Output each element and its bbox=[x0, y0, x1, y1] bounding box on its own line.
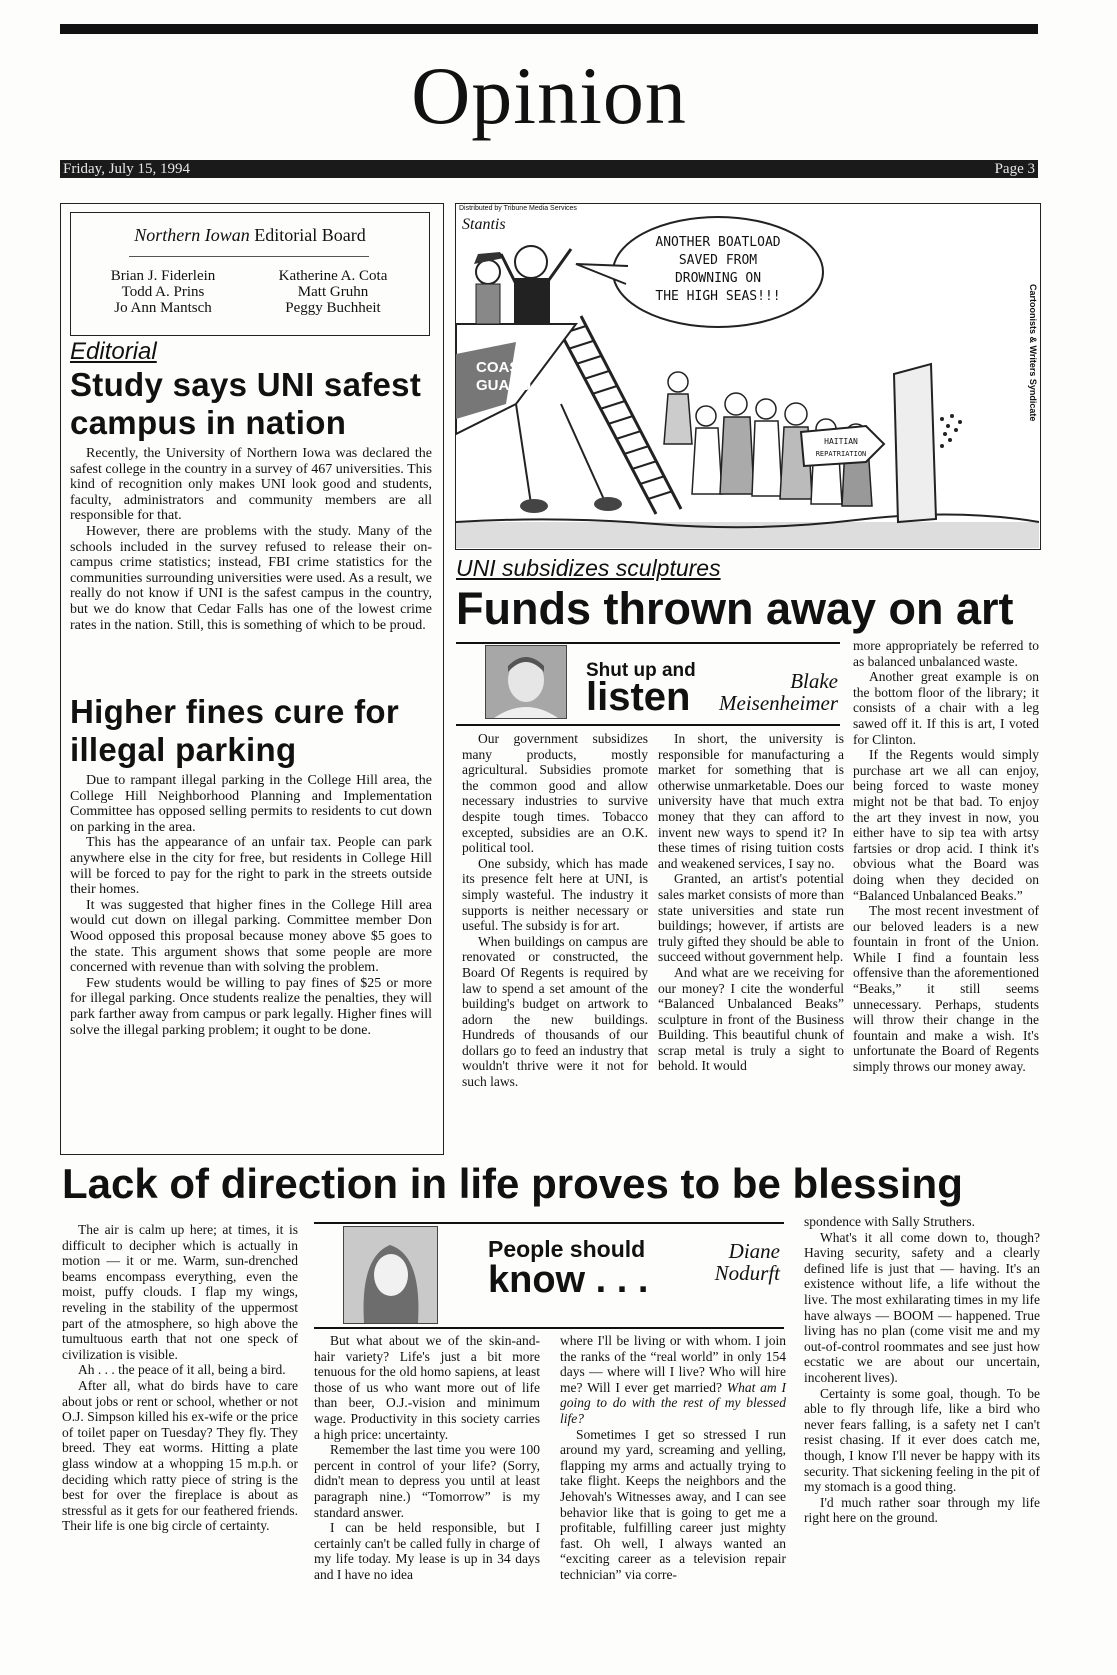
cartoon-drawing bbox=[456, 204, 1039, 548]
column2-body-rule bbox=[314, 1327, 784, 1329]
columnist-portrait bbox=[344, 1227, 437, 1323]
board-divider bbox=[129, 256, 369, 257]
column2-headline: Lack of direction in life proves to be blessing bbox=[62, 1160, 963, 1207]
editorial-board-box bbox=[70, 212, 430, 336]
page-number: Page 3 bbox=[994, 161, 1035, 177]
masthead-top-rule bbox=[60, 24, 1038, 34]
speech-line-1: ANOTHER BOATLOAD bbox=[655, 235, 781, 250]
columnist-photo-diane bbox=[343, 1226, 438, 1324]
column2-col3: where I'll be living or with whom. I join the ranks of the “real world” in only 154 days — where will I live? Who will hire me? Will I ever get married? What am I going to do with the rest of my blessed life? Sometimes I get so stressed I run around my yard, screaming and yelling, flapping my arms and actually trying to take flight. Keeps the neighbors and the Jehovah's Witnesses away, and I can see behavior like that is going to get me a profitable, fulfilling career just mighty fast. Oh well, I always wanted an “exciting career as a television repair technician” via corre- bbox=[560, 1333, 786, 1582]
column1-label-big: listen bbox=[586, 675, 691, 719]
editorial-headline-1: Study says UNI safest campus in nation bbox=[70, 366, 422, 441]
sign-line-2: REPATRIATION bbox=[815, 450, 867, 458]
speech-line-3: DROWNING ON bbox=[674, 271, 762, 286]
speech-line-2: SAVED FROM bbox=[678, 253, 758, 268]
column2-col1: The air is calm up here; at times, it is difficult to decipher which is actually in motion — it or me. Warm, sun-drenched beams encompass everything, even the moist, puffy clouds. I flap my wings, reveling in the stability of the uppermost part of the atmosphere, so high above the tumultuous earth that not one speck of civilization is visible. Ah . . . the peace of it all, being a bird. After all, what do birds have to care about jobs or rent or school, whether or not O.J. Simpson killed his ex-wife or the price of toilet paper on Tuesday? They fly. They breed. They eat worms. Hitting a plate glass window at a whopping 15 m.p.h. or deciding which ratty piece of string is the best for over the fireplace is about as stressful as it gets for our feathered friends. Their life is one big circle of certainty. bbox=[62, 1222, 298, 1534]
cartoon-signature: Stantis bbox=[462, 216, 506, 233]
board-title: Northern Iowan Editorial Board bbox=[134, 225, 366, 245]
sign-line-1: HAITIAN bbox=[824, 437, 858, 446]
editorial-story-2: Due to rampant illegal parking in the College Hill area, the College Hill Neighborhood Planning and Implementation Committee has opposed selling permits to residents to cut down on parking in the area. This has the appearance of an unfair tax. People can park anywhere else in the city for free, but residents in College Hill will be forced to pay for the right to park in the streets outside their homes. It was suggested that higher fines in the College Hill area would cut down on illegal parking. Committee member Don Wood opposed this proposal because money above $5 goes to the state. This argument shows that some people are more concerned with revenue than with solving the problem. Few students would be willing to pay fines of $25 or more for illegal parking. Once students realize the penalties, they will park farther away from campus or park legally. Higher fines will solve the illegal parking problem; it ought to be done. bbox=[70, 773, 432, 1038]
editorial-story-1: Recently, the University of Northern Iowa was declared the safest college in the country in a survey of 467 universities. This kind of recognition only makes UNI look good and students, faculty, administrators and community members are all responsible for that. However, there are problems with the study. Many of the schools included in the survey refused to release their on-campus crime statistics; instead, FBI crime statistics for the communities surrounding universities were used. As a result, we really do not know if UNI is the safest campus in the country, but we do know that Cedar Falls has one of the lowest crime rates in the nation. Still, this is something of which to be proud. bbox=[70, 446, 432, 633]
speech-line-4: THE HIGH SEAS!!! bbox=[655, 289, 781, 304]
column1-body-rule bbox=[456, 724, 840, 726]
editorial-kicker: Editorial bbox=[70, 338, 157, 365]
column1-byline: Blake Meisenheimer bbox=[719, 669, 838, 715]
column2-byline: Diane Nodurft bbox=[714, 1239, 780, 1285]
column2-label-big: know . . . bbox=[488, 1259, 649, 1301]
date-bar bbox=[60, 160, 1038, 178]
issue-date: Friday, July 15, 1994 bbox=[63, 161, 190, 177]
ship-label-line-1: COAST bbox=[476, 359, 529, 376]
board-members-right: Katherine A. Cota Matt Gruhn Peggy Buchheit bbox=[278, 268, 388, 316]
column2-col2: But what about we of the skin-and-hair variety? Life's just a bit more tenuous for the old homo sapiens, at least those of us who want more out of life than beer, O.J.-vision and minimum wage. Productivity in this society carries a high price: uncertainty. Remember the last time you were 100 percent in control of your life? (Sorry, didn't mean to depress you until at least paragraph nine.) “Tomorrow” is my standard answer. I can be held responsible, but I certainly can't be called fully in charge of my life today. My lease is up in 34 days and I have no idea bbox=[314, 1333, 540, 1582]
column1-col1: Our government subsidizes many products, mostly agricultural. Subsidies promote the common good and allow necessary industries to survive despite tough times. Tobacco excepted, subsidies are an O.K. political tool. One subsidy, which has made its presence felt here at UNI, is simply wasteful. The industry it supports is neither necessary or useful. The subsidy is for art. When buildings on campus are renovated or constructed, the Board Of Regents is required by law to spend a set amount of the building's budget on artwork to adorn the new buildings. Hundreds of thousands of our dollars go to feed an industry that wouldn't thrive were it not for such laws. bbox=[462, 731, 648, 1090]
cartoon-syndicate-credit: Cartoonists & Writers Syndicate bbox=[1028, 284, 1038, 422]
column1-headline: Funds thrown away on art bbox=[456, 583, 1014, 634]
columnist-portrait bbox=[486, 646, 566, 718]
editorial-cartoon bbox=[455, 203, 1041, 550]
column1-col3: more appropriately be referred to as balanced unbalanced waste. Another great example is on the bottom floor of the library; it consists of a chair with a leg sawed off it. If this is art, I voted for Clinton. If the Regents would simply purchase art we all can enjoy, being forced to waste money might not be that bad. To enjoy the art they invest in now, you either have to sip tea with artsy fartsies or drop acid. I think it's obvious what the Board was doing when they decided on “Balanced Unbalanced Beaks.” The most recent investment of our beloved leaders is a new fountain in front of the Union. While I find a fountain less offensive than the aforementioned “Beaks,” it still seems unnecessary. Perhaps, students will throw their change in the fountain and make a wish. It's unfortunate the Board of Regents simply throws our money away. bbox=[853, 638, 1039, 1075]
column2-header-rule bbox=[314, 1222, 784, 1224]
section-title: Opinion bbox=[411, 50, 687, 141]
column1-col2: In short, the university is responsible for manufacturing a market for something that is otherwise unmarketable. Does our university have that much extra money that they can afford to invent new ways to spend it? In these times of rising tuition costs and weakened services, I say no. Granted, an artist's potential sales market consists of more than state universities and state run buildings; however, if artists are truly gifted they should be able to succeed without government help. And what are we receiving for our money? I cite the wonderful “Balanced Unbalanced Beaks” sculpture in front of the Business Building. This beautiful chunk of scrap metal is truly a sight to behold. It would bbox=[658, 731, 844, 1074]
editorial-headline-2: Higher fines cure for illegal parking bbox=[70, 693, 400, 768]
board-members-left: Brian J. Fiderlein Todd A. Prins Jo Ann Mantsch bbox=[110, 268, 216, 316]
column1-kicker: UNI subsidizes sculptures bbox=[456, 555, 721, 581]
column2-col4: spondence with Sally Struthers. What's it all come down to, though? Having security, safety and a clearly defined life is just that — having. It's an existence without life, a life without the live. The most exhilarating times in my life have always — BOOM — happened. True living has no plan (come visit me and my out-of-control roommates and see just how ecstatic we are about our uncertain, incoherent lives). Certainty is some goal, though. To be able to fly through life, like a bird who never fears falling, is a safety net I can't resist chasing. If it ever does catch me, though, I know I'll never be happy with its security. That sickening feeling in the pit of my stomach is a good thing. I'd much rather soar through my life right here on the ground. bbox=[804, 1214, 1040, 1526]
cartoon-distribution-credit: Distributed by Tribune Media Services bbox=[459, 205, 577, 212]
column1-header-rule bbox=[456, 642, 840, 644]
ship-label-line-2: GUARD bbox=[476, 377, 531, 394]
columnist-photo-blake bbox=[485, 645, 567, 719]
column1-label-small: Shut up and bbox=[586, 660, 696, 681]
column2-label-small: People should bbox=[488, 1236, 646, 1262]
